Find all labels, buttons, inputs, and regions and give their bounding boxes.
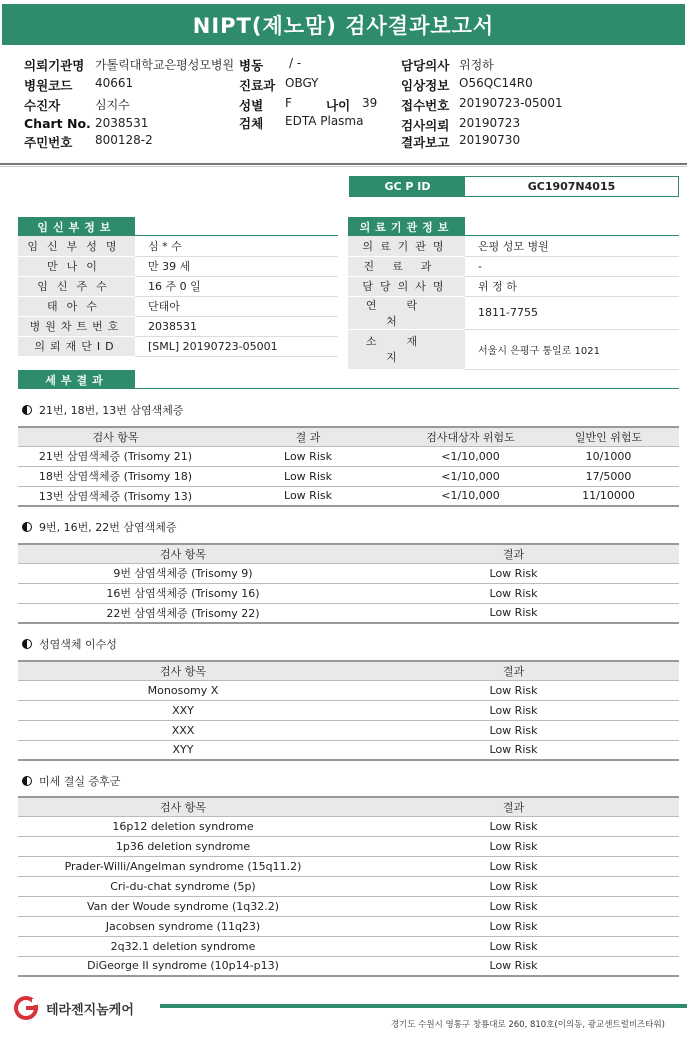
hospital-section-title: 의료기관정보 (348, 217, 465, 236)
header-label: 임상정보 (401, 78, 450, 93)
table-cell: 17/5000 (538, 466, 679, 486)
gcpid-box (349, 176, 679, 197)
table-cell: Monosomy X (18, 680, 348, 700)
column-header: 검사 항목 (18, 661, 348, 680)
column-header: 결과 (348, 661, 679, 680)
gcpid-label: GC P ID (350, 177, 465, 196)
table-cell: Low Risk (348, 856, 679, 876)
table-cell: <1/10,000 (403, 486, 538, 506)
column-header: 일반인 위험도 (538, 427, 679, 446)
table-row (18, 836, 679, 856)
table-cell: Low Risk (213, 446, 403, 466)
table-row (18, 680, 679, 700)
table-row (18, 603, 679, 623)
header-value: 2038531 (95, 116, 149, 130)
table-cell: XXY (18, 700, 348, 720)
info-row (18, 236, 338, 256)
info-key: 병원차트번호 (18, 316, 135, 336)
table-cell: Low Risk (348, 740, 679, 760)
footer-divider (160, 1004, 687, 1008)
table-row (18, 740, 679, 760)
group-title: 9번, 16번, 22번 삼염색체증 (39, 521, 177, 534)
table-cell: Low Risk (348, 583, 679, 603)
info-key: 임신부성명 (18, 236, 135, 256)
table-cell: 16p12 deletion syndrome (18, 816, 348, 836)
header-label: 병동 (239, 58, 264, 73)
table-cell: Low Risk (348, 916, 679, 936)
info-value: 심 * 수 (135, 236, 338, 256)
info-row (348, 256, 679, 276)
info-value: [SML] 20190723-05001 (135, 336, 338, 356)
table-cell: Low Risk (348, 816, 679, 836)
info-row (348, 236, 679, 256)
info-value: 1811-7755 (465, 296, 679, 329)
column-header: 검사 항목 (18, 544, 348, 563)
table-cell: 2q32.1 deletion syndrome (18, 936, 348, 956)
microdeletion-table (18, 796, 679, 977)
gcpid-value: GC1907N4015 (527, 180, 616, 193)
table-row (18, 486, 679, 506)
info-key: 의료기관명 (348, 236, 465, 256)
table-cell: 13번 삼염색체증 (Trisomy 13) (18, 486, 213, 506)
header-divider (0, 166, 687, 167)
header-value: O56QC14R0 (459, 76, 533, 90)
table-row (18, 896, 679, 916)
header-value: 800128-2 (95, 133, 153, 147)
table-cell: XYY (18, 740, 348, 760)
table-cell: Low Risk (348, 956, 679, 976)
company-name: 테라젠지놈케어 (46, 1002, 134, 1018)
info-value: - (465, 256, 679, 276)
company-address: 경기도 수원시 영통구 창룡대로 260, 810호(이의동, 광교센트럴비즈타워) (390, 1020, 665, 1030)
table-cell: 21번 삼염색체증 (Trisomy 21) (18, 446, 213, 466)
table-row (18, 936, 679, 956)
column-header: 검사대상자 위험도 (403, 427, 538, 446)
table-header-row (18, 661, 679, 680)
table-cell: Jacobsen syndrome (11q23) (18, 916, 348, 936)
table-cell: DiGeorge II syndrome (10p14-p13) (18, 956, 348, 976)
table-cell: 10/1000 (538, 446, 679, 466)
report-header (0, 52, 687, 164)
report-title: NIPT(제노맘) 검사결과보고서 (2, 4, 685, 45)
group-heading (22, 636, 117, 652)
info-key: 태아수 (18, 296, 135, 316)
info-key: 만나이 (18, 256, 135, 276)
header-value: 40661 (95, 76, 134, 90)
table-row (18, 563, 679, 583)
table-cell: 1p36 deletion syndrome (18, 836, 348, 856)
hospital-info-table (348, 236, 679, 370)
table-cell: Low Risk (348, 720, 679, 740)
header-label: 병원코드 (24, 78, 73, 93)
info-value: 단태아 (135, 296, 338, 316)
table-row (18, 816, 679, 836)
header-label: 검사의뢰 (401, 118, 450, 133)
table-row (18, 876, 679, 896)
group-heading (22, 402, 183, 418)
logo-mark-icon (14, 996, 42, 1020)
patient-info-table (18, 236, 338, 357)
table-cell: <1/10,000 (403, 466, 538, 486)
half-circle-icon (22, 776, 32, 786)
info-row (348, 296, 679, 329)
table-row (18, 446, 679, 466)
header-value: EDTA Plasma (285, 114, 364, 128)
info-row (18, 336, 338, 356)
header-value: 심지수 (95, 98, 130, 112)
table-header-row (18, 427, 679, 446)
table-cell: Low Risk (348, 836, 679, 856)
table-row (18, 956, 679, 976)
column-header: 결과 (348, 544, 679, 563)
table-cell: Low Risk (213, 466, 403, 486)
info-key: 담당의사명 (348, 276, 465, 296)
sex-chromosome-table (18, 660, 679, 761)
table-cell: Low Risk (348, 563, 679, 583)
info-value: 2038531 (135, 316, 338, 336)
table-cell: Low Risk (348, 876, 679, 896)
header-label: 담당의사 (401, 58, 450, 73)
header-value: 가톨릭대학교은평성모병원 (95, 58, 235, 72)
header-value: 20190723 (459, 116, 521, 130)
info-key: 의뢰재단ID (18, 336, 135, 356)
table-row (18, 916, 679, 936)
table-cell: 9번 삼염색체증 (Trisomy 9) (18, 563, 348, 583)
header-label: 진료과 (239, 78, 276, 93)
table-cell: Prader-Willi/Angelman syndrome (15q11.2) (18, 856, 348, 876)
patient-section-title: 임신부정보 (18, 217, 135, 236)
table-cell: Van der Woude syndrome (1q32.2) (18, 896, 348, 916)
table-cell: 16번 삼염색체증 (Trisomy 16) (18, 583, 348, 603)
group-title: 성염색체 이수성 (39, 638, 117, 651)
table-cell: Low Risk (348, 896, 679, 916)
info-key: 임신주수 (18, 276, 135, 296)
header-label: 검체 (239, 116, 264, 131)
column-header: 검사 항목 (18, 427, 213, 446)
info-value: 위 정 하 (465, 276, 679, 296)
info-key: 연락처 (348, 296, 465, 329)
column-header: 결과 (348, 797, 679, 816)
header-label: Chart No. (24, 116, 91, 131)
info-row (18, 316, 338, 336)
half-circle-icon (22, 639, 32, 649)
info-row (348, 329, 679, 369)
trisomy-major-table (18, 426, 679, 507)
header-value: / - (289, 56, 302, 70)
info-key: 진료과 (348, 256, 465, 276)
header-value: 20190723-05001 (459, 96, 563, 110)
half-circle-icon (22, 405, 32, 415)
header-label: 결과보고 (401, 135, 450, 150)
info-row (18, 256, 338, 276)
table-cell: 11/10000 (538, 486, 679, 506)
table-cell: 18번 삼염색체증 (Trisomy 18) (18, 466, 213, 486)
header-value: OBGY (285, 76, 319, 90)
column-header: 결 과 (213, 427, 403, 446)
header-label: 성별 (239, 98, 264, 113)
table-cell: Cri-du-chat syndrome (5p) (18, 876, 348, 896)
detail-section-title: 세부결과 (18, 370, 135, 389)
group-title: 21번, 18번, 13번 삼염색체증 (39, 404, 184, 417)
header-label: 나이 (326, 98, 351, 113)
header-value: 39 (362, 96, 378, 110)
info-value: 서울시 은평구 통일로 1021 (465, 329, 679, 369)
info-row (18, 296, 338, 316)
table-cell: Low Risk (348, 936, 679, 956)
info-row (348, 276, 679, 296)
info-value: 은평 성모 병원 (465, 236, 679, 256)
header-value: 위정하 (459, 58, 494, 72)
group-heading (22, 773, 120, 789)
table-row (18, 856, 679, 876)
table-cell: 22번 삼염색체증 (Trisomy 22) (18, 603, 348, 623)
group-title: 미세 결실 증후군 (39, 775, 121, 788)
half-circle-icon (22, 522, 32, 532)
table-cell: Low Risk (213, 486, 403, 506)
header-label: 접수번호 (401, 98, 450, 113)
table-row (18, 583, 679, 603)
info-key: 소재지 (348, 329, 465, 369)
info-row (18, 276, 338, 296)
table-cell: Low Risk (348, 700, 679, 720)
header-label: 의뢰기관명 (24, 58, 85, 73)
table-cell: XXX (18, 720, 348, 740)
info-value: 16 주 0 일 (135, 276, 338, 296)
table-row (18, 700, 679, 720)
header-label: 수진자 (24, 98, 61, 113)
company-logo (14, 996, 134, 1020)
info-value: 만 39 세 (135, 256, 338, 276)
section-underline (135, 388, 679, 389)
table-cell: Low Risk (348, 603, 679, 623)
header-divider (0, 163, 687, 165)
table-header-row (18, 797, 679, 816)
header-value: F (285, 96, 292, 110)
table-row (18, 466, 679, 486)
table-header-row (18, 544, 679, 563)
table-cell: <1/10,000 (403, 446, 538, 466)
header-value: 20190730 (459, 133, 521, 147)
header-label: 주민번호 (24, 135, 73, 150)
table-row (18, 720, 679, 740)
column-header: 검사 항목 (18, 797, 348, 816)
table-cell: Low Risk (348, 680, 679, 700)
group-heading (22, 519, 176, 535)
trisomy-minor-table (18, 543, 679, 624)
